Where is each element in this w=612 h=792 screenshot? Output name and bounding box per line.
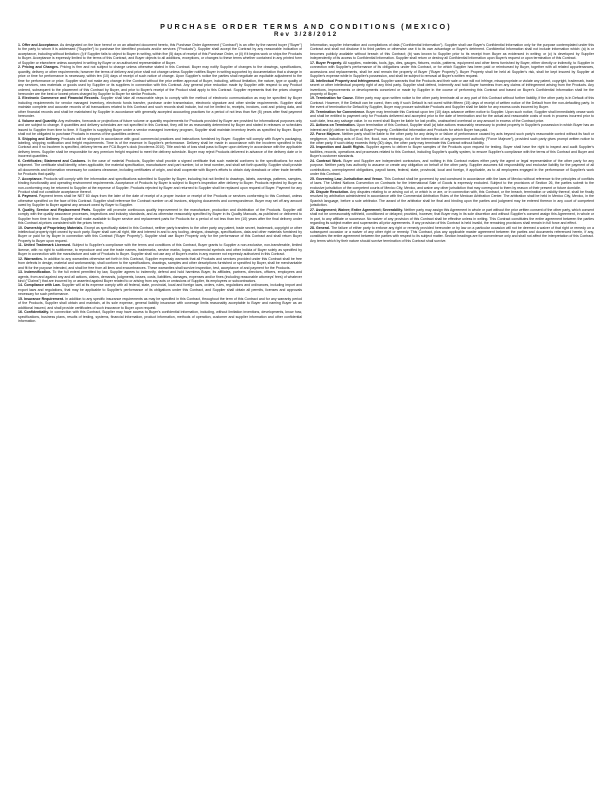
clause-text: Subject to Supplier's compliance with the terms and conditions of this Contract, Buyer grants to Supplier a non-exclusive, non-transferable, limited license, with no right to sublicense, to reproduce and use the trade names, trademarks, service marks, logos, commercial symbols and other indicia of Buyer solely as specified by Buyer in connection with the manufacture and sale of Products to Buyer. Supplier shall not use any of Buyer's marks in any manner not expressly authorized in this Contract. (18, 243, 302, 257)
clause-paragraph (310, 43, 594, 61)
clause-text: In addition to any warranties otherwise set forth in this Contract, Supplier expressly warrants that all Products and services provided under this Contract shall be free from defects in design, material and workmanship, shall conform to the specifications, drawings, samples and other descriptions furnished or specified by Buyer, shall be merchantable and fit for the purpose intended, and shall be free from all liens and encumbrances. These warranties shall survive inspection, test, acceptance of and payment for the Products. (18, 256, 302, 270)
clause-paragraph (310, 110, 594, 123)
clause-heading: 21. Actions on Termination. (310, 123, 356, 128)
clause-paragraph (18, 43, 302, 65)
clause-paragraph (18, 297, 302, 310)
clause-heading: 16. Confidentiality. (18, 310, 50, 315)
clause-paragraph (18, 65, 302, 96)
clause-heading: 10. Ownership of Proprietary Materials. (18, 225, 84, 230)
clause-heading: 3. Electronic Commerce and Financial Records. (18, 96, 100, 101)
clause-heading: 22. Force Majeure. (310, 132, 341, 137)
clause-paragraph (18, 243, 302, 256)
clause-heading: 27. Assignment; Waiver; Entire Agreement; Severability. (310, 207, 403, 212)
clause-text: All supplies, materials, tools, jigs, dies, gauges, fixtures, molds, patterns, equipment and other items furnished by Buyer, either directly or indirectly, to Supplier in connection with Supplier's performance of its obligations under this Contract, or for which Supplier has been paid or reimbursed by Buyer, together with all related appurtenances, accessions and replacements, shall be and remain the property of Buyer ("Buyer Property"). Buyer Property shall be held at Supplier's risk, shall be kept insured by Supplier at Supplier's expense while in Supplier's possession, and shall be subject to removal at Buyer's written request. (310, 60, 594, 79)
clause-paragraph (310, 123, 594, 132)
clause-text: Upon termination of this Contract, Supplier shall (a) take actions reasonably necessary to protect property in Supplier's possession in which Buyer has an interest and (b) deliver to Buyer all Buyer Property, Confidential Information and Products for which Buyer has paid. (310, 123, 594, 132)
terms-column-right (310, 43, 594, 778)
clause-paragraph (310, 159, 594, 177)
clause-text: Any estimates, forecasts or projections of future volume or quantity requirements for Products provided by Buyer are provided for informational purposes only and are subject to change. If quantities and delivery schedules are not specified in this Contract, they will be as reasonably determined by Buyer and stated in releases or schedules issued to Supplier from time to time. If Supplier is supplying Buyer under a vendor managed inventory program, Supplier shall maintain inventory levels as specified by Buyer. Buyer shall not be obligated to purchase Products in excess of the quantities ordered. (18, 118, 302, 137)
clause-text: In connection with this Contract, Supplier may have access to Buyer's confidential information, including, without limitation inventions, developments, know how, specifications, business plans, results of testing, systems, financial information, product information, methods of operation, customer and supplier information and other confidential information. (18, 310, 302, 324)
clause-paragraph (310, 145, 594, 158)
clause-heading: 12. Warranties. (18, 256, 43, 261)
clause-paragraph (310, 208, 594, 226)
clause-heading: 9. Quality, Service and Replacement Parts. (18, 207, 92, 212)
clause-paragraph (310, 226, 594, 244)
clause-heading: 18. Intellectual Property and Infringement. (310, 78, 380, 83)
clause-paragraph (18, 208, 302, 226)
clause-heading: 23. Inspection and Audit Rights. (310, 145, 365, 150)
clause-text: The failure of either party to enforce any right or remedy provided hereunder or by law on a particular occasion will not be deemed a waiver of that right or remedy on a subsequent occasion or a waiver of any other right or remedy. This Contract, plus any applicable master agreement between the parties and documents referenced herein, if any, constitutes the entire agreement between the parties with respect to its subject matter. Section headings are for convenience only and shall not affect the interpretation of this Contract. Any terms which by their nature should survive termination of this Contract shall survive. (310, 225, 594, 243)
clause-paragraph (18, 119, 302, 137)
clause-text: In addition to any specific insurance requirements as may be specified in this Contract, throughout the term of this Contract and for any warranty period of the Products, Supplier shall obtain and maintain, at its sole expense, general liability insurance with coverage limits reasonably acceptable to Buyer and naming Buyer as an additional insured, and shall provide certificates of such insurance to Buyer upon request. (18, 296, 302, 310)
clause-text: Any disputes relating to or arising out of, or which is or are, or in connection with, this Contract, or the breach, termination or validity thereof, shall be finally resolved by arbitration administered in accordance with the Commercial Arbitration Rules of the Mexican Arbitration Center. The arbitration shall be held in Mexico City, Mexico, in the Spanish language, before a sole arbitrator. The award of the arbitrator shall be final and binding upon the parties and judgment may be entered thereon in any court of competent jurisdiction. (310, 189, 594, 208)
clause-heading: 8. Payment. (18, 194, 38, 199)
clause-heading: 1. Offer and Acceptance. (18, 43, 60, 47)
clause-text: Supplier shall take all reasonable steps to comply with the method of electronic communication as may be specified by Buyer including requirements for vendor managed inventory, electronic funds transfer, purchase order transmission, electronic signature and other similar requirements. Supplier shall maintain complete and accurate records of all transactions related to this Contract and such records shall include, but not be limited to, receipts, invoices, cost and pricing data, and other financial records and shall be maintained by Supplier in accordance with generally accepted accounting practices for a period of not less than five (5) years after final payment hereunder. (18, 96, 302, 119)
clause-text: Supplier agrees to deliver to Buyer samples of the Products upon request for testing. Buyer shall have the right to inspect and audit Supplier's facilities, records, operations and processes related to this Contract, including Supplier's quality system, to ensure Supplier's compliance with the terms of this Contract and Buyer and Buyer's customer standards. (310, 145, 594, 159)
clause-heading: 13. Indemnification. (18, 270, 52, 275)
clause-heading: 20. Termination for Convenience. (310, 109, 366, 114)
clause-paragraph (310, 177, 594, 190)
clause-heading: 28. General. (310, 225, 330, 230)
clause-heading: 7. Acceptance. (18, 176, 43, 181)
clause-heading: 15. Insurance Requirement. (18, 296, 64, 301)
clause-paragraph (18, 159, 302, 177)
clause-heading: 17. Buyer Property. (310, 60, 343, 65)
clause-text: In the case of material Products, Supplier shall provide a signed certificate that such material conforms to the specifications for each shipment. The certificate shall identify, when applicable, the material specification, manufacturer and part number, lot or heat number, and shall set forth quantity. Supplier shall provide all documents and information necessary for customs clearance, including certificates of origin, and shall cooperate with Buyer's efforts to obtain duty drawback or other trade benefits for Products that qualify. (18, 158, 302, 177)
clause-text: Buyer and Supplier are independent contractors, and nothing in this Contract makes either party the agent or legal representative of the other party for any purpose. Neither party has authority to assume or create any obligation on behalf of the other party. Supplier assumes full responsibility and exclusive liability for the payment of all contributions, unemployment obligations, payroll taxes, federal, state, provincial, local and foreign, if applicable, as to all employees engaged in the performance of Supplier's work under this Contract. (310, 158, 594, 177)
clause-paragraph (310, 61, 594, 79)
clause-text: Products will be shipped in accordance with good commercial practices and instructions furnished by Buyer. Supplier will comply with Buyer's packaging, labeling, shipping notification and freight requirements. Time is of the essence in Supplier's performance. Delivery shall be made in accordance with the Incoterm specified in this Contract and if no Incoterm is specified, delivery terms are FCA Buyer's dock (Incoterms 2010). Title and risk of loss shall pass to Buyer upon delivery in accordance with the applicable delivery terms. Supplier shall be responsible for any premium freight required to meet the delivery schedule. Buyer may reject Products delivered in advance of the delivery date or in incorrect quantities. (18, 136, 302, 159)
clause-heading: 4. Volume and Quantity. (18, 118, 58, 123)
clause-text: Except as specifically stated in this Contract, neither party transfers to the other party any patent, trade secret, trademark, copyright or other intellectual property right owned by such party. Buyer shall own all right, title and interest in and to any tooling, designs, drawings, specifications, data and other materials furnished by Buyer or paid for by Buyer in connection with this Contract ("Buyer Property"). Supplier shall use Buyer Property only for the performance of this Contract and shall return Buyer Property to Buyer upon request. (18, 225, 302, 243)
clause-paragraph (18, 226, 302, 244)
clause-paragraph (18, 257, 302, 270)
clause-heading: 6. Certificates; Statement and Customs. (18, 158, 87, 163)
clause-heading: 26. Dispute Resolution. (310, 189, 350, 194)
clause-heading: 24. Contract Work. (310, 158, 342, 163)
clause-text: To the full extent permitted by law, Supplier agrees to indemnify, defend and hold harmless Buyer, its affiliates, partners, directors, officers, employees and agents, from and against any and all actions, claims, demands, judgments, losses, costs, liabilities, damages, expenses and/or fines (including reasonable attorneys' fees) of whatever kind ("Claims") that are incurred by or asserted against Buyer related to or arising from any acts or omissions of Supplier, its employees or subcontractors. (18, 270, 302, 284)
clause-text: Supplier will at its expense comply with all federal, state, provincial, local and foreign laws, orders, rules, regulations and ordinances, including import and export laws and regulations, that may be applicable to Supplier's performance of its obligations under this Contract, and Supplier shall obtain all permits, licenses and approvals necessary for such performance. (18, 283, 302, 297)
terms-column-left (18, 43, 302, 778)
clause-text: Supplier will promote continuous quality improvement in the manufacture, production and distribution of the Products. Supplier will comply with the quality assurance processes, inspections and industry standards, and as otherwise reasonably specified by Buyer in its Quality Manuals, as published or delivered to Supplier from time to time. Supplier shall make available to Buyer service and replacement parts for Products for a period of not less than ten (10) years after the final delivery under this Contract at prices consistent with the prices herein. (18, 207, 302, 226)
clause-paragraph (18, 96, 302, 118)
clause-paragraph (310, 79, 594, 97)
clause-paragraph (310, 190, 594, 208)
clause-heading: 14. Compliance with Law. (18, 283, 61, 288)
clause-paragraph (18, 283, 302, 296)
document-revision: Rev 3/28/2012 (274, 31, 338, 38)
clause-heading: 19. Termination for Cause. (310, 96, 354, 101)
clause-heading: 25. Governing Law; Jurisdiction and Venue. (310, 176, 384, 181)
clause-paragraph (18, 194, 302, 207)
clause-text: Neither party may assign this Agreement in whole or part without the prior written consent of the other party, which consent shall not be unreasonably withheld, conditioned or delayed; provided, however, that Buyer may in its sole discretion and without Supplier's consent assign this Agreement, in whole or in part, to any affiliate or successor. No waiver of any provision of this Contract shall be effective unless in writing. This Contract constitutes the entire agreement between the parties regarding its subject matter and supersedes all prior agreements. If any provision of this Contract is held invalid, the remaining provisions shall remain in full force and effect. (310, 207, 594, 226)
clause-paragraph (310, 96, 594, 109)
clause-heading: 2. Pricing and Changes. (18, 65, 59, 70)
clause-text: Pricing is firm and not subject to change unless otherwise stated in this Contract. Buyer may notify Supplier of changes to the drawings, specifications, quantity, delivery or other requirements; however the terms of delivery and price shall not change unless Supplier notifies Buyer in writing supported by documentation that a change in price or time for performance is necessary, within ten (10) days of receipt of such notice of change. Upon Supplier's notice the parties shall negotiate an equitable adjustment to the time for performance or price. Supplier shall not make any change in the Contract without the prior written approval of Buyer, including, without limitation, the nature, type or quality of any services, raw materials or goods used by Supplier or its suppliers in connection with this Contract. Any general price reduction made by Supplier with respect to any Product ordered, subsequent to the placement of this Contract by Buyer, and prior to Buyer's receipt of the Product shall apply to this Contract. Supplier represents that the prices charged hereunder are the best or lowest prices charged by Supplier to Buyer for similar Products. (18, 65, 302, 96)
clause-text: Information, supplier information and compilations of data ("Confidential Information"). Supplier shall use Buyer's Confidential Information only for the purpose contemplated under this Contract and shall not disclose it to third parties or otherwise use it to its own advantage or Buyer's detriment. Confidential Information shall not include information which: (a) is or becomes publicly available without breach of this Contract; (b) was known to Supplier prior to its receipt from Buyer as evidenced in writing; or (c) is developed by Supplier independently of its access to Confidential Information. Supplier shall return or destroy all Confidential Information upon Buyer's request or upon termination of this Contract. (310, 43, 594, 61)
clause-text: Either party may upon written notice to the other party terminate all or any part of this Contract without further liability, if the other party is in Default of this Contract. However, if the Default can be cured, then only if such Default is not cured within fifteen (15) days of receipt of written notice of the Default from the non-defaulting party. In the event of termination for Default by Supplier, Buyer may procure substitute Products and Supplier shall be liable for any excess costs incurred by Buyer. (310, 96, 594, 110)
terms-columns (18, 43, 594, 778)
clause-paragraph (18, 137, 302, 159)
clause-text: Payment terms shall be NET 60 days from the later of the date of receipt of a proper invoice or receipt of the Products or services conforming to this Contract, unless otherwise specified on the face of this Contract. Supplier shall reference the Contract number on all invoices, shipping documents and correspondence. Buyer may set off any amount owed by Supplier to Buyer against any amount owed by Buyer to Supplier. (18, 194, 302, 208)
clause-heading: 5. Shipping and Delivery. (18, 136, 61, 141)
clause-text: This Contract shall be governed by and construed in accordance with the laws of Mexico without reference to the principles of conflicts of laws. The United Nations Convention on Contracts for the International Sale of Goods is expressly excluded. Subject to the provisions of Section 26, the parties submit to the exclusive jurisdiction of the competent courts of Mexico City, Mexico, and waive any other jurisdiction that may correspond to them by reason of their present or future domicile. (310, 176, 594, 190)
clause-paragraph (18, 270, 302, 283)
clause-heading: 11. United Trademark Licensed. (18, 243, 71, 248)
clause-paragraph (310, 132, 594, 145)
clause-text: Products will comply with the information and specifications submitted to Supplier by Buyer, including but not limited to drawings, labels, warnings, patterns, samples, binding functionality and operating environment requirements. Acceptance of Products by Buyer is subject to Buyer's inspection after delivery to Buyer. Products rejected by Buyer as non-conforming may be returned to Supplier at the expense of Supplier. Products rejected by Buyer and returned to Supplier shall be replaced upon request of Buyer. Payment for any Product shall not constitute acceptance thereof. (18, 176, 302, 194)
document-title: PURCHASE ORDER TERMS AND CONDITIONS (MEXICO) (160, 22, 452, 31)
clause-text: As designated on the face hereof or on an attached document hereto, this Purchase Order Agreement ("Contract") is an offer by the named buyer ("Buyer") to the party to whom it is addressed ("Supplier") to purchase the identified products and/or services ("Products"). Supplier shall accept the Contract by any reasonable indication of acceptance, including without limitation: (i) if Supplier fails to object to Buyer in writing, within five (5) days of receipt of this Purchase Order, or (ii) if it begins work or ships the Products to Buyer. Acceptance is expressly limited to the terms of this Contract, and Buyer objects to all additions, exceptions, or changes to these terms whether contained in any printed form of Supplier or elsewhere unless accepted in writing by Buyer or an authorized representative of Buyer. (18, 43, 302, 65)
clause-paragraph (18, 310, 302, 323)
clause-text: Supplier warrants that the Products and their sale or use will not infringe, misappropriate or violate any patent, copyright, trademark, trade secret or other intellectual property right of any third party. Supplier shall defend, indemnify and hold Buyer harmless from any claims of infringement arising from the Products. Any inventions, improvements or developments conceived or made by Supplier in the course of performing this Contract and based on Buyer's Confidential Information shall be the property of Buyer. (310, 78, 594, 96)
clause-text: Buyer may terminate this Contract upon ten (10) days advance written notice to Supplier. Upon such notice, Supplier shall immediately cease work and shall be entitled to payment only for Products delivered and accepted prior to the date of termination and for the actual and reasonable costs of work in process incurred prior to such date, less any salvage value. In no event shall Buyer be liable for lost profits, unabsorbed overhead or any amount in excess of the Contract price. (310, 109, 594, 123)
clause-paragraph (18, 177, 302, 195)
clause-text: Neither party shall be liable to the other party for any delay in or failure of performance caused by acts beyond such party's reasonable control without its fault or negligence, including acts of God, fire, flood, war, embargo, riot or the intervention of any government authority ("Force Majeure"), provided such party gives prompt written notice to the other party. If such delay exceeds thirty (30) days, the other party may terminate this Contract without liability. (310, 132, 594, 145)
